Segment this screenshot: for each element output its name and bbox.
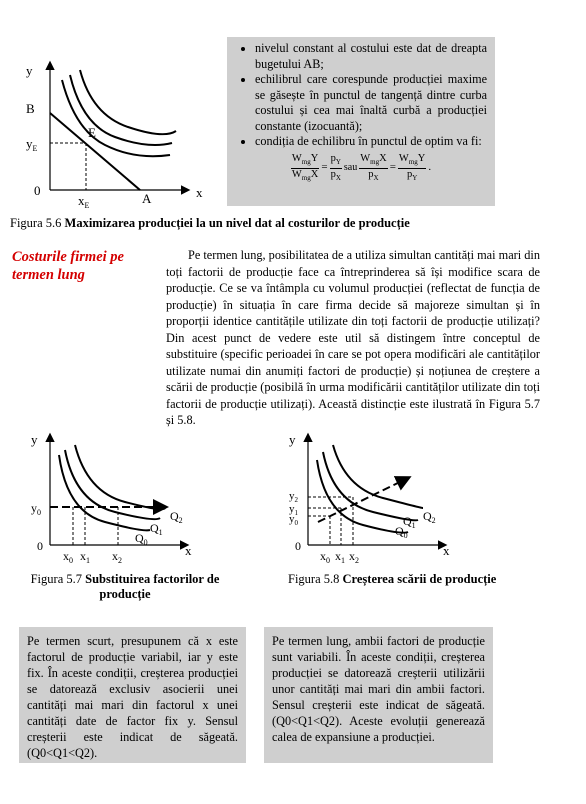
x-axis-label: x <box>196 185 203 200</box>
condition-item: • condiția de echilibru în punctul de optim va fi: <box>255 134 487 150</box>
y0-label: $y_0$ <box>289 513 298 527</box>
y0-label: $y_0$ <box>31 501 41 517</box>
point-A-label: A <box>142 191 152 206</box>
long-run-note: Pe termen lung, ambii factori de producție sunt variabili. În aceste condiții, creșterea producției se datorează creșterii utilizării unor cantități mai mari din ambii factori. Sensul creșterii este indicat de săgeată. (Q0<Q1<Q2). Aceste evoluții generează calea de expansiune a producției. <box>264 627 493 763</box>
origin-label: 0 <box>37 539 43 553</box>
Q2-label: $Q_2$ <box>423 509 436 525</box>
section-title: Costurile firmei pe termen lung <box>12 249 124 283</box>
figure-5-7-caption: Figura 5.7 Substituirea factorilor de producție <box>30 572 220 601</box>
conditions-list <box>235 41 487 150</box>
figure-5-8-graph <box>283 430 463 565</box>
figure-5-8-caption: Figura 5.8 Creșterea scării de producție <box>288 572 497 586</box>
equilibrium-conditions-box <box>227 37 495 206</box>
y-axis-label: y <box>26 63 33 78</box>
x1-label: $x_1$ <box>80 549 90 565</box>
y2-label: $y_2$ <box>289 490 298 504</box>
short-run-note: Pe termen scurt, presupunem că x este factorul de producție variabil, iar y este fix. În aceste condiții, creșterea producției se datorează exclusiv asocierii unei cantități mai mari din factorul x unei cantități date de factor fix y. Sensul creșterii este indicat de săgeată. (Q0<Q1<Q2). <box>19 627 246 763</box>
figure-5-7-graph <box>25 430 205 565</box>
y-axis-label: y <box>289 432 296 447</box>
x-axis-label: x <box>443 543 450 558</box>
y-axis-label: y <box>31 432 38 447</box>
figure-5-6-graph <box>20 55 220 210</box>
isoquant-Q2 <box>75 445 165 509</box>
figure-5-6-caption: Figura 5.6 Maximizarea producției la un nivel dat al costurilor de producție <box>10 216 410 230</box>
x2-label: $x_2$ <box>112 549 122 565</box>
Q0-label: $Q_0$ <box>135 531 148 547</box>
x2-label: $x_2$ <box>349 549 359 565</box>
x-axis-label: x <box>185 543 192 558</box>
equilibrium-formula: $\frac{W_{mg}Y}{W_{mg}X}$ = $\frac{p_Y}{p_X}$ sau $\frac{W_{mg}X}{p_X}$ = $\frac{W_{mg}Y}{p_Y}$ . <box>291 152 432 182</box>
origin-label: 0 <box>295 539 301 553</box>
point-B-label: B <box>26 101 35 116</box>
x1-label: $x_1$ <box>335 549 345 565</box>
condition-item: • echilibrul care corespunde producției maxime se găsește în punctul de tangență dintre curba costului și cea mai înaltă curbă a producției constante (izocuantă); <box>255 72 487 134</box>
y1-label: $y_1$ <box>289 503 298 517</box>
xE-label: $x_E$ <box>78 193 90 210</box>
body-paragraph: Pe termen lung, posibilitatea de a utiliza simultan cantități mai mari din toți factorii de producție face ca întreprinderea să își modifice scara de producție. Ce se va întâmpla cu volumul producției (reflectat de funcția de producție) în situația în care firma decide să majoreze simultan și în proporții identice cantitățile utilizate din toți factorii de producție utilizați? Din acest punct de vedere este util să distingem între conceptul de substituire (specific perioadei în care se pot opera modificări ale cantităților utilizate numai din anumiți factori de producție) și noțiunea de creștere a scării de producție (posibilă în urma modificării cantităților utilizate din toți factorii de producție utilizați). Această distincție este ilustrată în Figura 5.7 și 5.8. <box>166 248 540 427</box>
yE-label: $y_E$ <box>26 136 38 153</box>
condition-item: • nivelul constant al costului este dat de dreapta bugetului AB; <box>255 41 487 72</box>
Q1-label: $Q_1$ <box>403 514 416 530</box>
Q1-label: $Q_1$ <box>150 521 163 537</box>
isoquant-Q0 <box>317 460 408 533</box>
point-E-label: E <box>88 125 96 140</box>
Q0-label: $Q_0$ <box>395 524 408 540</box>
x0-label: $x_0$ <box>63 549 73 565</box>
x0-label: $x_0$ <box>320 549 330 565</box>
Q2-label: $Q_2$ <box>170 509 183 525</box>
origin-label: 0 <box>34 183 41 198</box>
